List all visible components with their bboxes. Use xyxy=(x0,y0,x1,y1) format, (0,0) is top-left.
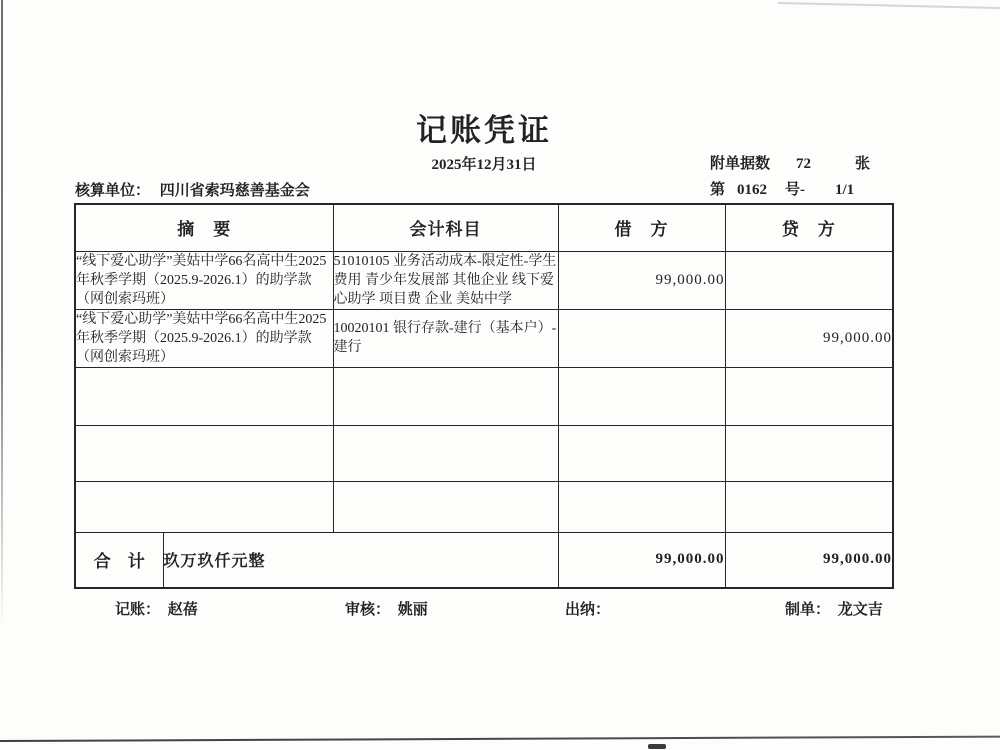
cashier-label: 出纳： xyxy=(565,602,611,618)
debit-cell: 99,000.00 xyxy=(558,251,725,309)
attachment-count-label: 附单据数 xyxy=(710,156,771,172)
table-row xyxy=(75,251,893,309)
col-header-debit: 借 方 xyxy=(558,204,725,251)
summary-cell xyxy=(75,481,333,532)
table-row xyxy=(75,425,893,481)
bookkeeper-label: 记账： xyxy=(115,602,161,618)
reviewer-signature xyxy=(345,598,428,619)
summary-cell xyxy=(75,425,333,481)
debit-cell xyxy=(558,481,725,532)
table-row xyxy=(75,309,893,367)
voucher-number-prefix: 第 xyxy=(710,182,726,198)
col-header-summary: 摘 要 xyxy=(75,204,333,251)
total-debit-cell: 99,000.00 xyxy=(558,532,725,588)
subject-cell xyxy=(333,367,558,425)
voucher-meta xyxy=(710,151,900,203)
page-title: 记账凭证 xyxy=(416,113,552,148)
summary-cell: “线下爱心助学”美姑中学66名高中生2025年秋季学期（2025.9-2026.1）的助学款（网创索玛班） xyxy=(75,251,333,309)
preparer-name: 龙文吉 xyxy=(837,602,883,618)
voucher-table xyxy=(74,203,894,589)
total-row xyxy=(75,532,893,588)
summary-cell: “线下爱心助学”美姑中学66名高中生2025年秋季学期（2025.9-2026.1）的助学款（网创索玛班） xyxy=(75,309,333,367)
voucher-number-line xyxy=(710,177,900,203)
credit-cell xyxy=(725,481,893,532)
preparer-label: 制单： xyxy=(785,602,831,618)
total-credit-cell: 99,000.00 xyxy=(725,532,893,588)
attachment-count-line xyxy=(710,151,900,177)
accounting-unit-label: 核算单位： xyxy=(75,183,151,199)
summary-cell xyxy=(75,367,333,425)
reviewer-name: 姚丽 xyxy=(397,602,428,618)
table-row xyxy=(75,481,893,532)
debit-cell xyxy=(558,309,725,367)
voucher-page-number: 1/1 xyxy=(835,182,855,198)
table-header-row xyxy=(75,204,893,251)
subject-cell xyxy=(333,481,558,532)
accounting-unit-line xyxy=(75,179,310,200)
signature-line xyxy=(75,598,893,622)
subject-cell xyxy=(333,425,558,481)
attachment-count-unit: 张 xyxy=(855,156,871,172)
credit-cell xyxy=(725,367,893,425)
attachment-count-value: 72 xyxy=(796,156,812,172)
cashier-signature xyxy=(565,598,614,619)
scan-bottom-mark xyxy=(648,744,666,749)
col-header-subject: 会计科目 xyxy=(333,204,558,251)
scan-edge-topright-line xyxy=(778,2,1000,9)
col-header-credit: 贷 方 xyxy=(725,204,893,251)
subject-cell: 10020101 银行存款-建行（基本户）-建行 xyxy=(333,309,558,367)
voucher-date: 2025年12月31日 xyxy=(431,157,537,173)
bookkeeper-name: 赵蓓 xyxy=(167,602,198,618)
scan-edge-bottom-line xyxy=(0,736,1000,742)
credit-cell xyxy=(725,425,893,481)
debit-cell xyxy=(558,367,725,425)
bookkeeper-signature xyxy=(115,598,198,619)
credit-cell: 99,000.00 xyxy=(725,309,893,367)
debit-cell xyxy=(558,425,725,481)
reviewer-label: 审核： xyxy=(345,602,391,618)
voucher-number-value: 0162 xyxy=(737,182,768,198)
total-amount-in-words: 玖万玖仟元整 xyxy=(163,532,558,588)
credit-cell xyxy=(725,251,893,309)
scan-edge-left-line xyxy=(1,0,3,630)
accounting-unit-value: 四川省索玛慈善基金会 xyxy=(159,183,310,199)
table-row xyxy=(75,367,893,425)
voucher-number-suffix: 号- xyxy=(785,182,806,198)
total-label: 合 计 xyxy=(75,532,163,588)
subject-cell: 51010105 业务活动成本-限定性-学生费用 青少年发展部 其他企业 线下爱心助学 项目费 企业 美姑中学 xyxy=(333,251,558,309)
preparer-signature xyxy=(785,598,883,619)
